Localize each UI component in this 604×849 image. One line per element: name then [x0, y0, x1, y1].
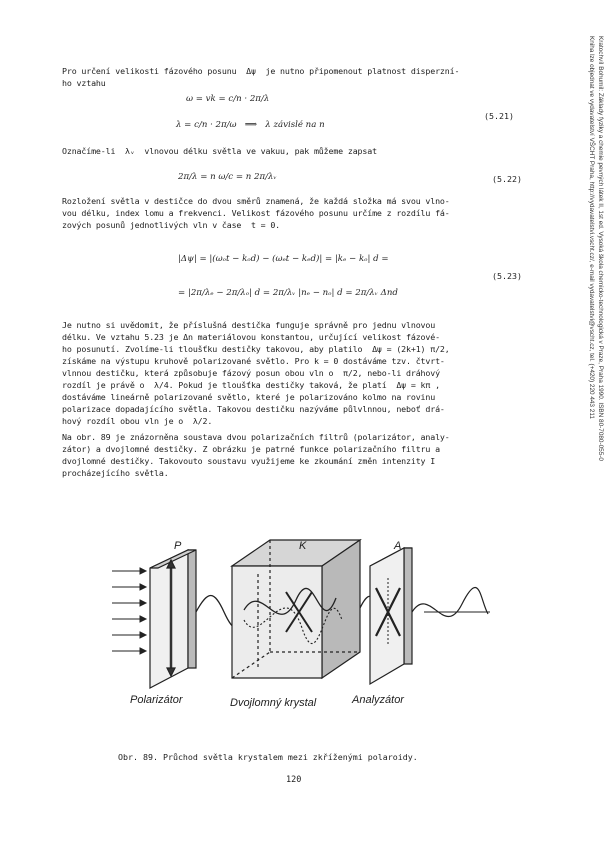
- equation-5-23-b: = |2π/λₑ − 2π/λₒ| d = 2π/λᵥ |nₑ − nₒ| d = 2π/λᵥ Δnd: [178, 288, 398, 298]
- equation-5-23-a: |Δψ| = |(ωₒt − kₒd) − (ωₑt − kₑd)| = |kₑ − kₒ| d =: [178, 254, 389, 264]
- paragraph-4-line-2: délku. Ve vztahu 5.23 je Δn materiálovou konstantou, určující velikost fázové-: [62, 332, 440, 342]
- paragraph-4-line-8: polarizace dopadajícího světla. Takovou destičku nazýváme půlvlnnou, neboť drá-: [62, 404, 445, 414]
- side-note-line-2: Kniha lze objednat ve vydavatelství VŠCHT Praha, http://vydavatelstvi.vscht.cz/, e-mail vydavatelstvi@vscht.cz, tel. (+420) 220 443 211: [588, 36, 596, 419]
- label-a: A: [394, 540, 402, 552]
- paragraph-3-line-3: zových posunů jednotlivých vln v čase t = 0.: [62, 220, 281, 230]
- page-number: 120: [286, 775, 302, 785]
- paragraph-5-line-1: Na obr. 89 je znázorněna soustava dvou polarizačních filtrů (polarizátor, analy-: [62, 432, 450, 442]
- paragraph-2: Označíme-li λᵥ vlnovou délku světla ve vakuu, pak můžeme zapsat: [62, 146, 377, 156]
- equation-5-22: 2π/λ = n ω/c = n 2π/λᵥ: [178, 172, 277, 182]
- paragraph-4-line-9: hový rozdíl obou vln je o λ/2.: [62, 416, 213, 426]
- side-note-line-1: Kratochvíl Bohumil: Základy fyziky a chemie pevných látek II, 1st ed. Vysoká škola chemicko-technologická v Praze, Praha 1990. ISBN 80-7080-055-0: [597, 36, 604, 461]
- polarizer-plate: [150, 550, 196, 688]
- equation-number-5-22: (5.22): [492, 174, 522, 184]
- paragraph-1-line-2: ho vztahu: [62, 78, 106, 88]
- paragraph-5-line-2: zátor) a dvojlomné destičky. Z obrázku je patrné funkce polarizačního filtru a: [62, 444, 440, 454]
- paragraph-4-line-4: získáme na výstupu kruhově polarizované světlo. Pro k = 0 dostáváme tzv. čtvrt-: [62, 356, 445, 366]
- figure-caption: Obr. 89. Průchod světla krystalem mezi zkříženými polaroidy.: [118, 752, 418, 762]
- label-analyzer: Analyzátor: [352, 694, 404, 706]
- paragraph-4-line-3: ho posunutí. Zvolíme-li tloušťku destičky takovou, aby platilo Δψ = (2k+1) π/2,: [62, 344, 450, 354]
- birefringent-crystal: [232, 540, 360, 678]
- label-crystal: Dvojlomný krystal: [230, 697, 317, 709]
- paragraph-4-line-1: Je nutno si uvědomit, že příslušná destička funguje správně pro jednu vlnovou: [62, 320, 436, 330]
- paragraph-4-line-6: rozdíl je právě o λ/4. Pokud je tloušťka destičky taková, že platí Δψ = kπ ,: [62, 380, 440, 390]
- analyzer-plate: [370, 548, 412, 684]
- paragraph-5-line-4: procházejícího světla.: [62, 468, 169, 478]
- incoming-light-arrows: [112, 568, 146, 654]
- paragraph-3-line-1: Rozložení světla v destičce do dvou směrů znamená, že každá složka má svou vlno-: [62, 196, 450, 206]
- label-k: K: [299, 540, 307, 552]
- label-p: P: [174, 540, 182, 552]
- paragraph-4-line-7: dostáváme lineárně polarizované světlo, které je polarizováno kolmo na rovinu: [62, 392, 436, 402]
- paragraph-3-line-2: vou délku, index lomu a frekvenci. Velikost fázového posunu určíme z rozdílu fá-: [62, 208, 450, 218]
- paragraph-5-line-3: dvojlomné destičky. Takovouto soustavu využijeme ke zkoumání změn intenzity I: [62, 456, 436, 466]
- equation-5-21-b: λ = c/n · 2π/ω ⟹ λ závislé na n: [176, 120, 325, 130]
- paragraph-4-line-5: vlnnou destičku, která způsobuje fázový posun obou vln o π/2, nebo-li dráhový: [62, 368, 440, 378]
- equation-5-21-a: ω = vk = c/n · 2π/λ: [186, 94, 270, 104]
- equation-number-5-23: (5.23): [492, 271, 522, 281]
- equation-number-5-21: (5.21): [484, 111, 514, 121]
- paragraph-1-line-1: Pro určení velikosti fázového posunu Δψ je nutno připomenout platnost disperzní-: [62, 66, 460, 76]
- label-polarizer: Polarizátor: [130, 694, 183, 706]
